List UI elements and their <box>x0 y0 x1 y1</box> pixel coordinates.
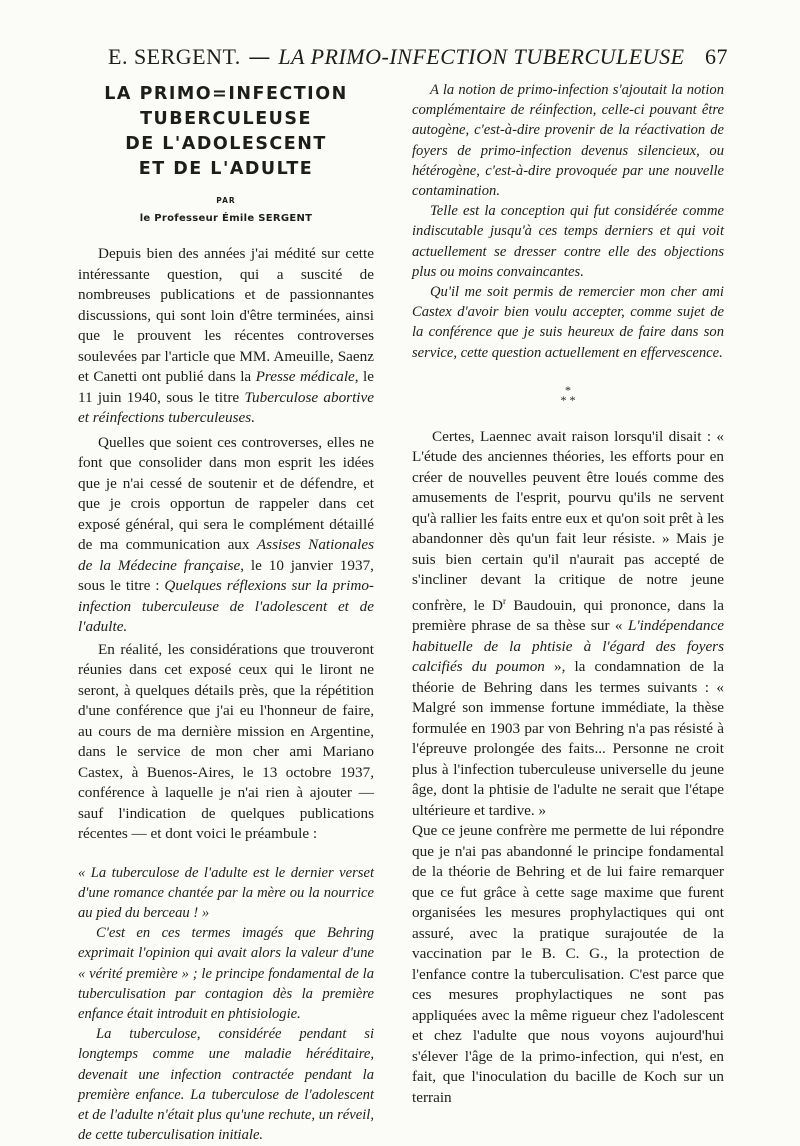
quote-paragraph: C'est en ces termes imagés que Behring exprimait l'opinion qui avait alors la valeur d'une « vérité première » ; le principe fondamental de la tuberculisation par contagion dès la première enfance était introduit en phtisiologie. <box>78 925 374 1022</box>
text: », la condamnation de la théorie de Behring dans les termes suivants : « Malgré son immense fortune immédiate, la thèse formulée en 1903 par von Behring n'a pas résisté à l'épreuve prolongée des faits... Personne ne croit plus à l'infection tuberculeuse universelle du jeune âge, dont la phtisie de l'adulte ne serait que l'étape ultérieure et tardive. » <box>412 658 725 819</box>
right-column <box>412 80 724 1108</box>
quote-paragraph: La tuberculose, considérée pendant si longtemps comme une maladie héréditaire, devenait une infection contractée pendant la première enfance. La tuberculose de l'adolescent et de l'adulte n'était plus qu'une rechute, un réveil, de cette tuberculisation initiale. <box>78 1026 374 1144</box>
par-label: PAR <box>216 196 236 205</box>
superscript: r <box>502 595 506 606</box>
paragraph <box>412 427 724 822</box>
preamble-quote-continued <box>412 80 724 363</box>
text: , le 11 juin 1940, sous le titre <box>78 368 374 406</box>
quote-paragraph: « La tuberculose de l'adulte est le dernier verset d'une romance chantée par la mère ou la nourrice au pied du berceau ! » <box>78 864 374 921</box>
running-head-dash: — <box>248 45 271 70</box>
quote-paragraph: Qu'il me soit permis de remercier mon cher ami Castex d'avoir bien voulu accepter, comme sujet de la conférence que je suis heureux de faire dans son service, cette question actuellement en effervescence. <box>412 284 724 361</box>
running-head <box>108 44 728 70</box>
cited-title: Quelques réflexions sur la primo-infection tuberculeuse de l'adolescent et de l'adulte. <box>78 577 374 635</box>
journal-name: Presse médicale <box>255 368 355 385</box>
text: Baudouin, qui prononce, dans la première phrase de sa thèse sur « <box>412 596 725 635</box>
paragraph <box>78 433 374 638</box>
text: , le 10 janvier 1937, sous le titre : <box>78 556 374 594</box>
author-byline: le Professeur Émile SERGENT <box>139 213 313 224</box>
article-title-line: DE L'ADOLESCENT <box>125 134 327 154</box>
preamble-quote <box>78 863 374 1146</box>
asterism-bottom: * * <box>560 392 576 407</box>
text: Depuis bien des années j'ai médité sur cette intéressante question, qui a suscité de nombreuses publications et de passionnantes discussions, qui sont loin d'être terminées, ainsi que le prouvent les récentes controverses soulevées par l'article que MM. Ameuille, Saenz et Canetti ont publié dans la <box>78 245 374 385</box>
section-asterism <box>412 382 724 407</box>
article-title-line: ET DE L'ADULTE <box>138 159 314 179</box>
paragraph: Que ce jeune confrère me permette de lui répondre que je n'ai pas abandonné le principe fondamental de la théorie de Behring et de lui faire remarquer que ce fut grâce à cette sage maxime que furent organisées les mesures prophylactiques qui ont assuré, avec la pratique surajoutée de la vaccination par le B. C. G., la protection de l'enfance contre la tuberculisation. C'est parce que ces mesures prophylactiques ne sont pas appliquées avec la même rigueur chez l'adolescent et chez l'adulte que nous voyons aujourd'hui s'élever l'âge de la primo-infection, qui n'est, en fait, que l'inoculation du bacille de Koch sur un terrain <box>412 822 724 1106</box>
page-number: 67 <box>705 44 728 69</box>
text: Certes, Laennec avait raison lorsqu'il disait : « L'étude des anciennes théories, les efforts pour en créer de nouvelles peuvent être loués comme des amusements de l'esprit, pourvu qu'ils ne servent qu'à rallier les faits entre eux et qu'on soit prêt à les abandonner dès qu'un fait leur résiste. » Mais je suis bien certain qu'il n'aurait pas accepté de s'incliner devant la critique de notre jeune confrère, le D <box>412 427 724 614</box>
running-head-title: LA PRIMO-INFECTION TUBERCULEUSE <box>278 44 685 69</box>
cited-title: Tuberculose abortive et réinfections tuberculeuses. <box>78 388 374 426</box>
paragraph <box>78 244 374 429</box>
cited-event: Assises Nationales de la Médecine française <box>78 536 375 574</box>
asterism-top: * <box>565 382 571 397</box>
text: Quelles que soient ces controverses, elles ne font que consolider dans mon esprit les idées que je n'ai cessé de soutenir et de défendre, et que je crois opportun de rappeler dans cet exposé général, qui sera le complément détaillé de ma communication aux <box>78 433 374 553</box>
running-head-author: E. SERGENT. <box>108 44 241 69</box>
article-title-line: TUBERCULEUSE <box>140 109 312 129</box>
quote-paragraph: A la notion de primo-infection s'ajoutait la notion complémentaire de réinfection, celle-ci pouvant être autogène, c'est-à-dire provenir de la réactivation de foyers de primo-infection devenus silencieux, ou hétérogène, c'est-à-dire provoquée par une nouvelle contamination. <box>412 82 724 200</box>
article-title-block <box>78 82 374 224</box>
left-column <box>78 80 374 1145</box>
left-body <box>78 244 374 845</box>
paragraph: En réalité, les considérations que trouveront réunies dans cet exposé ceux qui le liront ne seront, à quelques détails près, que la répétition d'une conférence que j'ai eu l'honneur de faire, au cours de ma dernière mission en Argentine, dans le service de mon cher ami Mariano Castex, à Buenos-Aires, le 13 octobre 1937, conférence à laquelle je n'ai rien à ajouter — sauf l'indication de quelques publications récentes — et dont voici le préambule : <box>78 640 374 842</box>
quote-paragraph: Telle est la conception qui fut considérée comme indiscutable jusqu'à ces temps derniers et qui voit actuellement se dresser contre elle des objections plus ou moins convaincantes. <box>412 203 724 280</box>
article-title-line: LA PRIMO=INFECTION <box>104 84 348 104</box>
thesis-title: L'indépendance habituelle de la phtisie à l'égard des foyers calcifiés du poumon <box>412 617 724 676</box>
right-body <box>412 427 724 1109</box>
